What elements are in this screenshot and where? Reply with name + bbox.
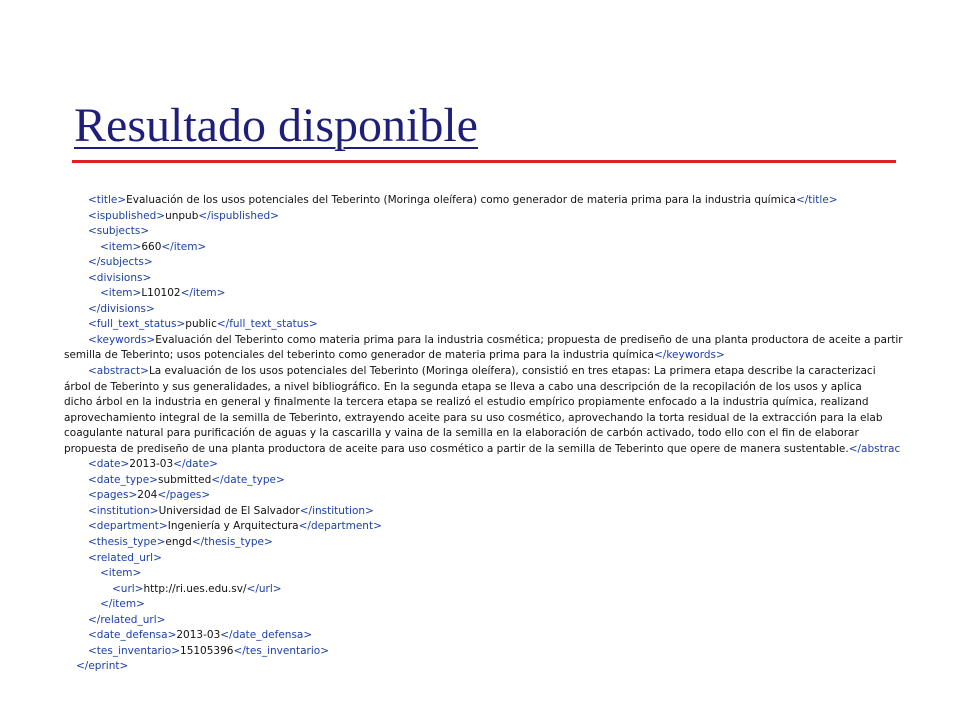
xml-line [64, 193, 960, 209]
xml-text: public [185, 318, 217, 331]
xml-text: 15105396 [180, 644, 234, 657]
xml-tag: <item> [100, 567, 142, 580]
xml-tag: <tes_inventario> [88, 644, 181, 657]
xml-text: http://ri.ues.edu.sv/ [143, 582, 247, 595]
xml-text: Universidad de El Salvador [158, 504, 300, 517]
xml-tag: </tes_inventario> [233, 644, 330, 657]
xml-text: propuesta de prediseño de una planta productora de aceite para uso cosmético a partir de la semilla de Teberinto que opere de manera sustentable. [64, 442, 849, 455]
xml-tag: <pages> [88, 489, 138, 502]
xml-tag: </date> [173, 458, 218, 471]
xml-tag: <item> [100, 287, 142, 300]
xml-line [64, 442, 960, 458]
xml-tag: </abstrac [848, 442, 901, 455]
xml-line [64, 302, 960, 318]
xml-tag: <full_text_status> [88, 318, 186, 331]
xml-line [64, 364, 960, 380]
xml-line [64, 333, 960, 349]
xml-text: La evaluación de los usos potenciales del Teberinto (Moringa oleífera), consistió en tres etapas: La primera etapa describe la caracterizaci [148, 365, 876, 378]
xml-tag: <thesis_type> [88, 536, 166, 549]
xml-line [64, 348, 960, 364]
xml-text: 2013-03 [129, 458, 174, 471]
xml-tag: </divisions> [88, 302, 155, 315]
xml-tag: <ispublished> [88, 209, 166, 222]
xml-line [64, 255, 960, 271]
xml-tag: </institution> [299, 504, 374, 517]
xml-line [64, 644, 960, 660]
xml-tag: <subjects> [88, 225, 150, 238]
xml-text: 2013-03 [176, 629, 221, 642]
xml-line [64, 628, 960, 644]
slide-title: Resultado disponible [74, 99, 478, 152]
xml-line [64, 317, 960, 333]
xml-tag: <title> [88, 194, 127, 206]
xml-line [64, 395, 960, 411]
xml-line [64, 380, 960, 396]
xml-line [64, 411, 960, 427]
xml-tag: </ispublished> [198, 209, 279, 222]
xml-tag: </item> [161, 240, 207, 253]
xml-line [64, 551, 960, 567]
xml-tag: </title> [795, 194, 838, 206]
xml-text: aprovechamiento integral de la semilla de Teberinto, extrayendo aceite para su uso cosmético, aprovechando la torta residual de la extracción para la elab [64, 411, 883, 424]
xml-text: Ingeniería y Arquitectura [167, 520, 299, 533]
xml-tag: </date_defensa> [220, 629, 313, 642]
xml-tag: <item> [100, 240, 142, 253]
xml-text: submitted [157, 473, 212, 486]
xml-tag: <date> [88, 458, 130, 471]
xml-tag: </date_type> [211, 473, 285, 486]
xml-text: unpub [165, 209, 199, 222]
xml-line [64, 535, 960, 551]
xml-tag: <related_url> [88, 551, 162, 564]
xml-line [64, 597, 960, 613]
xml-tag: </related_url> [88, 613, 166, 626]
xml-tag: </pages> [157, 489, 211, 502]
xml-tag: </url> [246, 582, 282, 595]
xml-line [64, 488, 960, 504]
title-divider [72, 160, 896, 163]
xml-tag: </eprint> [76, 660, 129, 673]
xml-line [64, 286, 960, 302]
xml-line [64, 271, 960, 287]
xml-line [64, 519, 960, 535]
xml-tag: </item> [100, 598, 145, 611]
xml-tag: <institution> [88, 504, 159, 517]
xml-text: Evaluación del Teberinto como materia prima para la industria cosmética; propuesta de prediseño de una planta productora de aceite a partir [155, 333, 903, 346]
xml-tag: <keywords> [88, 333, 156, 346]
xml-line [64, 209, 960, 225]
xml-tag: </thesis_type> [191, 536, 273, 549]
xml-text: 204 [137, 489, 158, 502]
xml-line [64, 224, 960, 240]
xml-text: semilla de Teberinto; usos potenciales del teberinto como generador de materia prima para la industria química [64, 349, 654, 362]
xml-text: coagulante natural para purificación de aguas y la cascarilla y vaina de la semilla en la elaboración de carbón activado, todo ello con el fin de elaborar [64, 427, 859, 440]
xml-text: Evaluación de los usos potenciales del Teberinto (Moringa oleífera) como generador de materia prima para la industria química [126, 194, 796, 206]
xml-text: 660 [141, 240, 162, 253]
xml-tag: </item> [180, 287, 226, 300]
xml-tag: </subjects> [88, 256, 153, 269]
xml-line [64, 582, 960, 598]
xml-text: L10102 [141, 287, 181, 300]
xml-line [64, 240, 960, 256]
xml-tag: <url> [112, 582, 144, 595]
xml-tag: <department> [88, 520, 168, 533]
xml-line [64, 426, 960, 442]
xml-tag: <date_type> [88, 473, 158, 486]
xml-text: dicho árbol en la industria en general y finalmente la tercera etapa se realizó el estudio empírico propiamente enfocado a la industria química, realizand [64, 396, 869, 409]
xml-text: engd [165, 536, 192, 549]
xml-text: árbol de Teberinto y sus generalidades, a nivel bibliográfico. En la segunda etapa se lleva a cabo una descripción de la recopilación de los usos y aplica [64, 380, 862, 393]
xml-tag: <divisions> [88, 271, 152, 284]
xml-line [64, 457, 960, 473]
xml-tag: </department> [298, 520, 382, 533]
xml-tag: <date_defensa> [88, 629, 177, 642]
xml-tag: <abstract> [88, 365, 149, 378]
xml-line [64, 566, 960, 582]
xml-line [64, 659, 960, 675]
xml-tag: </keywords> [653, 349, 725, 362]
xml-line [64, 473, 960, 489]
xml-line [64, 504, 960, 520]
xml-line [64, 613, 960, 629]
xml-tag: </full_text_status> [216, 318, 318, 331]
xml-document-view [64, 193, 960, 683]
